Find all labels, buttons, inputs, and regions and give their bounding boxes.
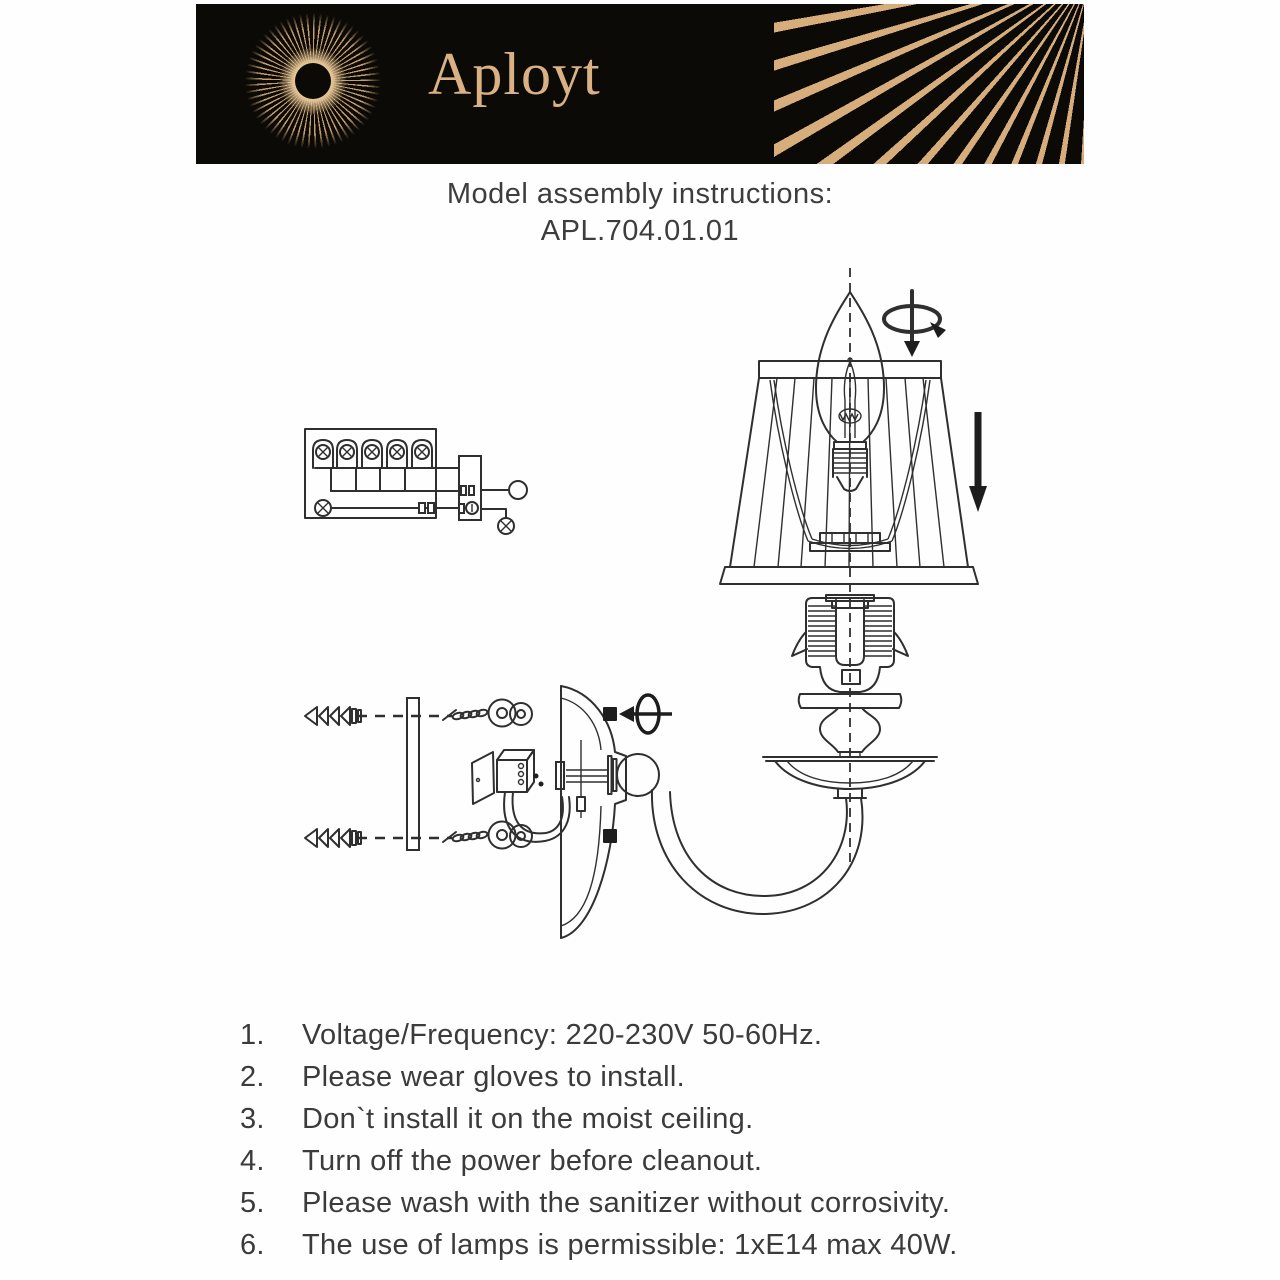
brand-banner: [196, 4, 1084, 164]
item-number: 1.: [240, 1019, 265, 1051]
wiring-schematic: [305, 429, 527, 534]
item-number: 6.: [240, 1229, 265, 1261]
title-line: Model assembly instructions:: [446, 178, 834, 210]
list-item: [240, 1140, 1100, 1182]
item-text: Turn off the power before cleanout.: [302, 1145, 763, 1177]
item-number: 5.: [240, 1187, 265, 1219]
lampshade-drawing: [720, 361, 978, 608]
list-item: [240, 1182, 1100, 1224]
model-number: APL.704.01.01: [540, 215, 740, 247]
list-item: [240, 1098, 1100, 1140]
item-number: 4.: [240, 1145, 265, 1177]
item-text: Voltage/Frequency: 220-230V 50-60Hz.: [302, 1019, 823, 1051]
down-arrow-icon: [969, 412, 987, 512]
list-item: [240, 1014, 1100, 1056]
item-text: Please wear gloves to install.: [302, 1061, 685, 1093]
sunburst-logo-icon: [242, 10, 384, 152]
item-number: 2.: [240, 1061, 265, 1093]
assembly-diagram: [250, 255, 1040, 955]
item-text: Please wash with the sanitizer without corrosivity.: [302, 1187, 951, 1219]
brand-name: Aployt: [428, 41, 601, 107]
item-number: 3.: [240, 1103, 265, 1135]
wall-plate-drawing: [561, 686, 626, 938]
rotation-arrow-icon: [884, 291, 946, 357]
item-text: Don`t install it on the moist ceiling.: [302, 1103, 754, 1135]
corner-rays-icon: [774, 4, 1084, 164]
list-item: [240, 1224, 1100, 1266]
instructions-list: [240, 1014, 1100, 1266]
list-item: [240, 1056, 1100, 1098]
item-text: The use of lamps is permissible: 1xE14 max 40W.: [302, 1229, 958, 1261]
rotation-arrow-icon: [619, 695, 672, 733]
page-title: [0, 176, 1280, 250]
